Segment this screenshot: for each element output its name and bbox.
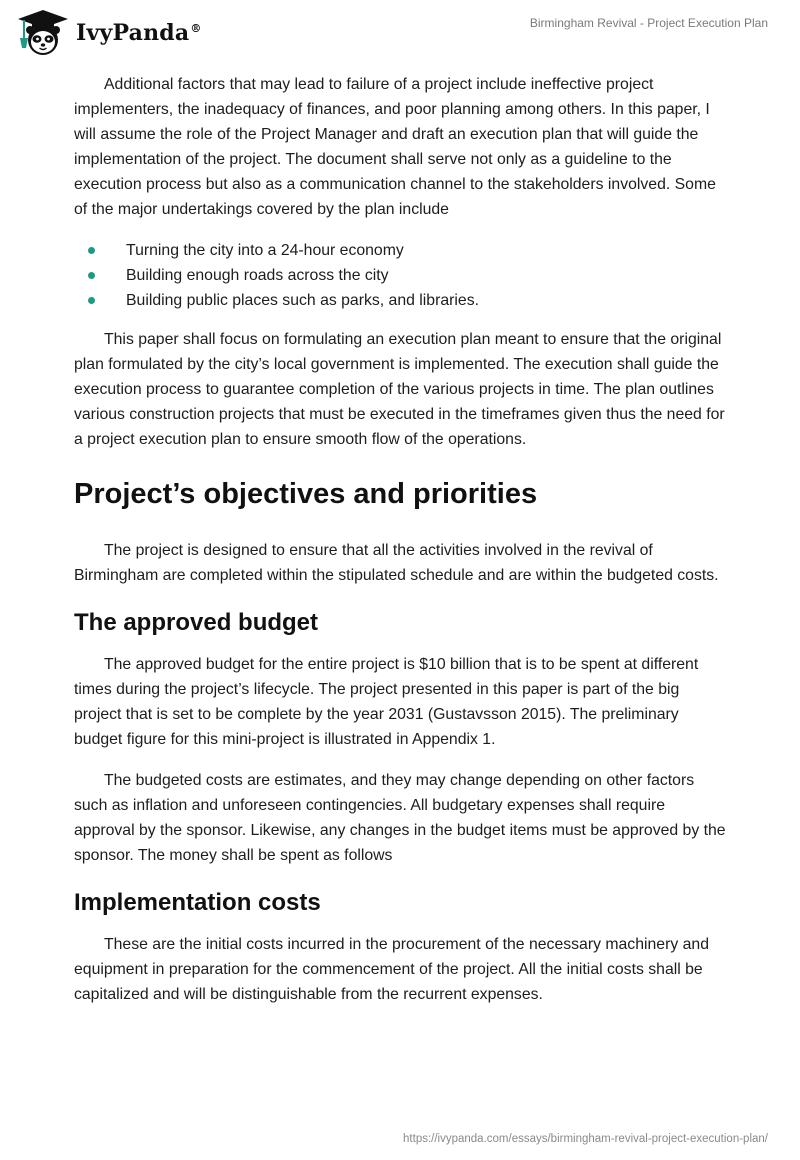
essay-content bbox=[74, 72, 726, 1023]
list-item-text: Building enough roads across the city bbox=[126, 267, 389, 284]
list-item bbox=[74, 288, 726, 313]
bullet-dot-icon bbox=[88, 297, 95, 304]
intro-paragraph-2: This paper shall focus on formulating an execution plan meant to ensure that the original plan formulated by the city’s local government is implemented. The execution shall guide the execution process to guarantee completion of the various projects in time. The plan outlines various construction projects that must be executed in the timeframes given thus the need for a project execution plan to ensure smooth flow of the operations. bbox=[74, 331, 725, 448]
implementation-heading: Implementation costs bbox=[74, 889, 321, 916]
budget-paragraph-2: The budgeted costs are estimates, and they may change depending on other factors such as inflation and unforeseen contingencies. All budgetary expenses shall require approval by the sponsor. Likewise, any changes in the budget items must be approved by the sponsor. The money shall be spent as follows bbox=[74, 772, 726, 864]
undertakings-list bbox=[74, 238, 726, 313]
list-item-text: Building public places such as parks, and libraries. bbox=[126, 292, 479, 309]
bullet-dot-icon bbox=[88, 272, 95, 279]
document-title: Birmingham Revival - Project Execution Plan bbox=[529, 16, 768, 30]
objectives-heading: Project’s objectives and priorities bbox=[74, 478, 538, 510]
budget-heading: The approved budget bbox=[74, 609, 319, 636]
list-item bbox=[74, 238, 726, 263]
ivypanda-logo[interactable] bbox=[14, 8, 202, 58]
list-item bbox=[74, 263, 726, 288]
list-item-text: Turning the city into a 24-hour economy bbox=[126, 242, 404, 259]
panda-graduate-icon bbox=[14, 8, 72, 58]
bullet-dot-icon bbox=[88, 247, 95, 254]
intro-paragraph-1: Additional factors that may lead to failure of a project include ineffective project implementers, the inadequacy of finances, and poor planning among others. In this paper, I will assume the role of the Project Manager and draft an execution plan that will guide the implementation of the project. The document shall serve not only as a guideline to the execution process but also as a communication channel to the stakeholders involved. Some of the major undertakings covered by the plan include bbox=[74, 76, 716, 218]
source-url-link[interactable]: https://ivypanda.com/essays/birmingham-revival-project-execution-plan/ bbox=[403, 1133, 768, 1145]
implementation-paragraph: These are the initial costs incurred in the procurement of the necessary machinery and equipment in preparation for the commencement of the project. All the initial costs shall be capitalized and will be distinguishable from the recurrent expenses. bbox=[74, 936, 709, 1003]
objectives-paragraph: The project is designed to ensure that all the activities involved in the revival of Birmingham are completed within the stipulated schedule and are within the budgeted costs. bbox=[74, 542, 719, 584]
logo-wordmark: IvyPanda® bbox=[76, 20, 202, 46]
page-header bbox=[0, 0, 800, 70]
budget-paragraph-1: The approved budget for the entire project is $10 billion that is to be spent at different times during the project’s lifecycle. The project presented in this paper is part of the big project that is set to be complete by the year 2031 (Gustavsson 2015). The preliminary budget figure for this mini-project is illustrated in Appendix 1. bbox=[74, 656, 699, 748]
